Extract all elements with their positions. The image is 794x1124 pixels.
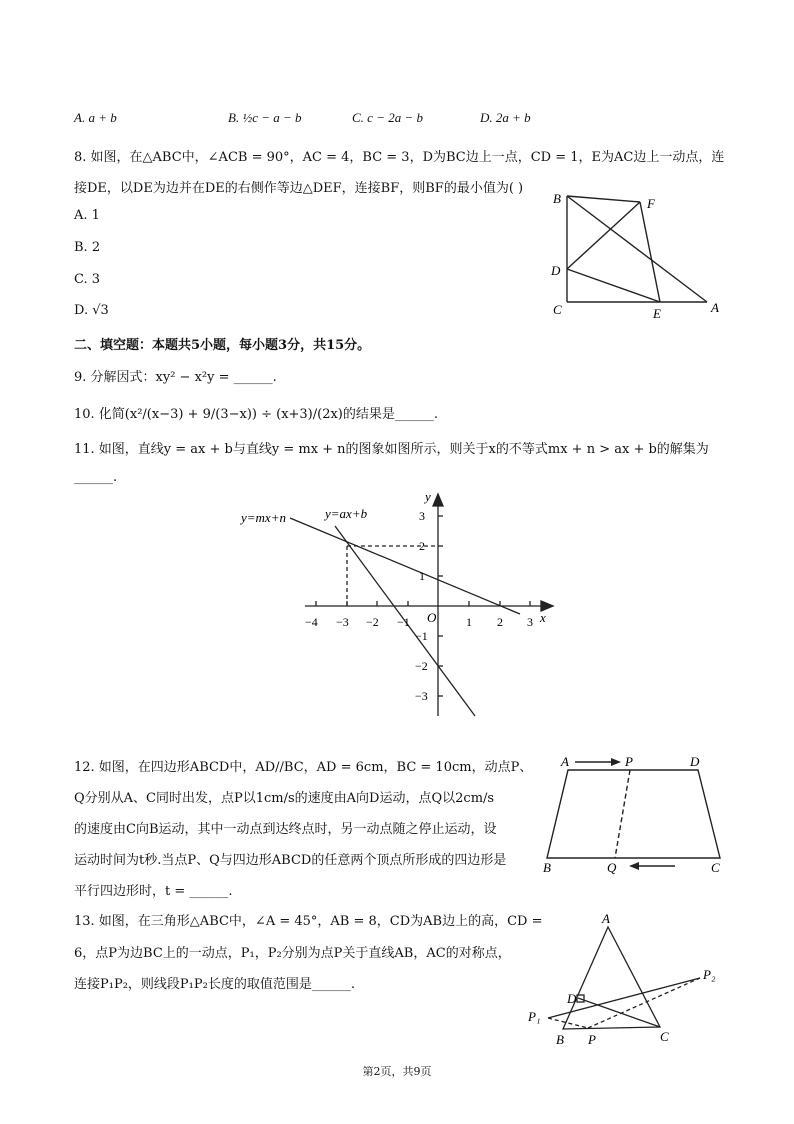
q11-x-tick: −3 [336, 615, 349, 629]
q12-text-line3: 的速度由C向B运动，其中一动点到达终点时，另一动点随之停止运动，设 [74, 822, 497, 837]
q11-y-tick: −1 [415, 629, 428, 643]
q7-option-a: A. a + b [74, 110, 117, 125]
q11-y-tick: 1 [419, 569, 425, 583]
q13-label-p: P [588, 1032, 596, 1047]
q8-label-c: C [553, 302, 562, 317]
q8-label-e: E [653, 306, 661, 320]
q8-option-c: C. 3 [74, 272, 101, 287]
q11-axis-x-label: x [540, 610, 546, 625]
q13-label-d: D [567, 991, 577, 1006]
q8-label-b: B [553, 191, 561, 206]
q13-label-c: C [660, 1029, 669, 1044]
q13-label-b: B [556, 1032, 564, 1047]
q8-option-a: A. 1 [74, 208, 100, 223]
q7-option-b: B. ½c − a − b [228, 110, 302, 125]
q12-figure [535, 752, 730, 877]
q13-label-a: A [602, 911, 610, 926]
q12-label-q: Q [607, 860, 617, 875]
q12-label-p: P [625, 754, 633, 769]
q11-text-line2: ______. [74, 470, 118, 485]
q11-y-tick: 3 [419, 509, 425, 523]
q11-graph [235, 488, 565, 723]
q11-label-mx: y=mx+n [241, 510, 286, 525]
q11-origin-label: O [427, 610, 437, 625]
q11-text-line1: 11. 如图，直线y = ax + b与直线y = mx + n的图象如图所示，则关于x的不等式mx + n > ax + b的解集为 [74, 442, 709, 457]
q8-label-d: D [551, 263, 561, 278]
q13-figure [520, 905, 730, 1050]
q12-text-line5: 平行四边形时，t = ______. [74, 884, 233, 899]
q7-option-d: D. 2a + b [480, 110, 531, 125]
q11-axis-y-label: y [425, 489, 431, 504]
q7-option-c: C. c − 2a − b [352, 110, 423, 125]
q8-label-f: F [647, 196, 655, 211]
q13-text-line3: 连接P₁P₂，则线段P₁P₂长度的取值范围是______. [74, 977, 355, 992]
q9-text: 9. 分解因式：xy² − x²y = ______. [74, 370, 277, 385]
q8-figure [545, 188, 730, 320]
q13-text-line2: 6，点P为边BC上的一动点，P₁，P₂分别为点P关于直线AB，AC的对称点， [74, 946, 511, 961]
q8-text-line2: 接DE，以DE为边并在DE的右侧作等边△DEF，连接BF，则BF的最小值为( ) [74, 181, 524, 196]
section-2-heading: 二、填空题：本题共5小题，每小题3分，共15分。 [74, 338, 371, 353]
q11-x-tick: −1 [397, 615, 410, 629]
q12-text-line4: 运动时间为t秒.当点P、Q与四边形ABCD的任意两个顶点所形成的四边形是 [74, 853, 507, 868]
q13-label-p1: P₁ [528, 1009, 541, 1024]
q11-x-tick: −4 [305, 615, 318, 629]
q11-y-tick: −2 [415, 659, 428, 673]
q11-y-tick: −3 [415, 689, 428, 703]
q8-option-d: D. √3 [74, 303, 109, 318]
q11-x-tick: 1 [466, 615, 472, 629]
q12-text-line1: 12. 如图，在四边形ABCD中，AD//BC，AD = 6cm，BC = 10cm，动点P、 [74, 760, 533, 775]
q8-option-b: B. 2 [74, 240, 101, 255]
q11-y-tick: 2 [419, 539, 425, 553]
q11-label-ax: y=ax+b [325, 506, 368, 521]
q8-label-a: A [711, 300, 719, 315]
q12-label-b: B [543, 860, 551, 875]
q13-text-line1: 13. 如图，在三角形△ABC中，∠A = 45°，AB = 8，CD为AB边上的高，CD = [74, 914, 543, 929]
page-footer: 第2页，共9页 [362, 1065, 432, 1078]
q11-x-tick: −2 [366, 615, 379, 629]
q11-x-tick: 2 [497, 615, 503, 629]
q12-label-a: A [561, 754, 569, 769]
q10-text: 10. 化简(x²/(x−3) + 9/(3−x)) ÷ (x+3)/(2x)的结果是______. [74, 407, 439, 422]
q8-text-line1: 8. 如图，在△ABC中，∠ACB = 90°，AC = 4，BC = 3，D为BC边上一点，CD = 1，E为AC边上一动点，连 [74, 150, 725, 165]
q11-x-tick: 3 [527, 615, 533, 629]
q12-text-line2: Q分别从A、C同时出发，点P以1cm/s的速度由A向D运动，点Q以2cm/s [74, 791, 495, 806]
q13-label-p2: P₂ [703, 967, 716, 982]
q12-label-d: D [690, 754, 700, 769]
q12-label-c: C [711, 860, 720, 875]
